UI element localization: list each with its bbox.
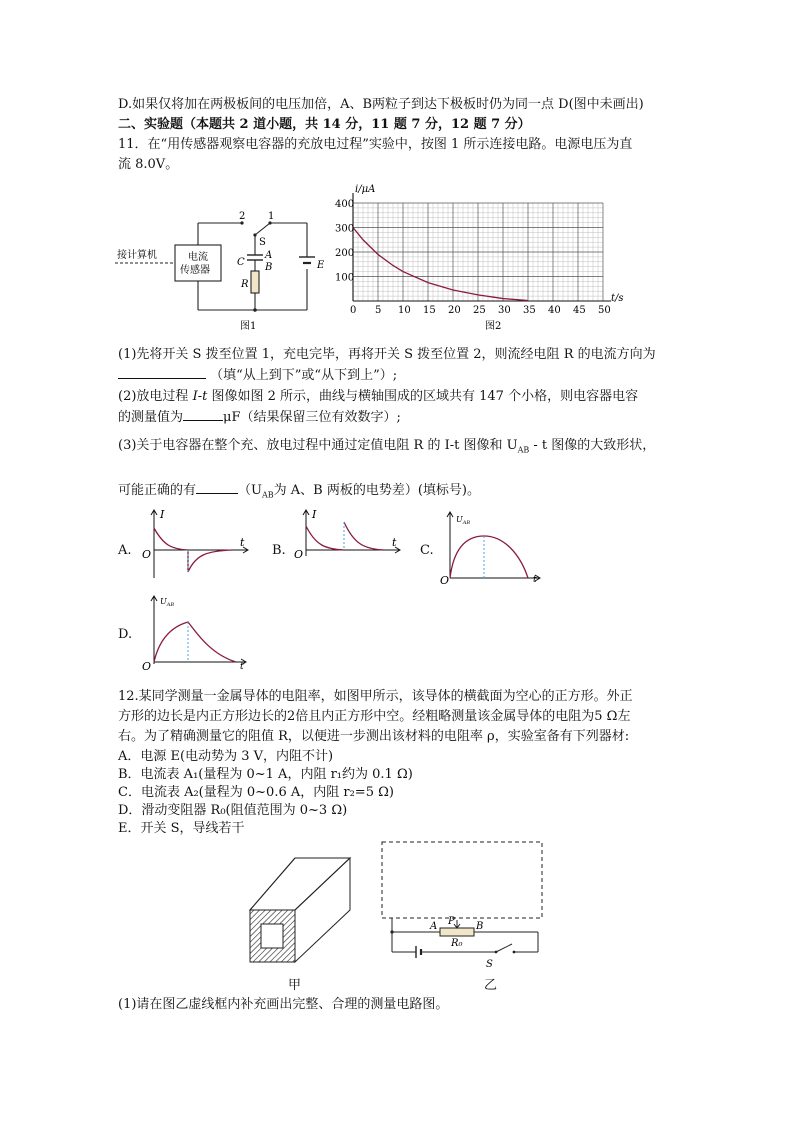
fig-yi-s: S — [486, 959, 493, 970]
chart-x-tick: 40 — [548, 305, 561, 316]
q11-part3-sub: AB — [517, 445, 530, 455]
q11-part3-tail: - t 图像的大致形状， — [529, 438, 656, 453]
q11-part1-hint: （填“从上到下”或“从下到上”）; — [210, 368, 398, 383]
fig-yi-b: B — [476, 921, 484, 932]
q11-stem-2: 流 8.0V。 — [118, 157, 179, 172]
chart-x-tick: 10 — [398, 305, 411, 316]
answer-blank-3[interactable] — [196, 481, 238, 494]
q12-part1: (1)请在图乙虚线框内补充画出完整、合理的测量电路图。 — [118, 997, 449, 1012]
q11-part2-it: I-t — [192, 389, 208, 404]
option-d-o: O — [142, 660, 152, 672]
chart-ylabel: i/μA — [355, 184, 376, 195]
q12-item-d: D．滑动变阻器 R₀(阻值范围为 0~3 Ω) — [118, 803, 348, 818]
figure-1-circuit — [115, 205, 335, 335]
figure-yi-label: 乙 — [484, 978, 498, 993]
figure-jia-conductor — [240, 850, 370, 970]
fig1-switch: S — [259, 237, 266, 248]
fig1-computer-label: 接计算机 — [117, 250, 157, 261]
figure-2-chart — [335, 183, 635, 333]
option-c-o: O — [440, 574, 450, 586]
fig-yi-a: A — [430, 921, 438, 932]
option-a-label: A. — [118, 543, 132, 558]
q12-line2: 方形的边长是内正方形边长的2倍且内正方形中空。经粗略测量该金属导体的电阻为5 Ω左 — [118, 709, 631, 724]
fig1-source-e: E — [317, 260, 325, 271]
chart-x-tick: 15 — [423, 305, 436, 316]
q12-line1: 12.某同学测量一金属导体的电阻率，如图甲所示，该导体的横截面为空心的正方形。外正 — [118, 689, 633, 704]
chart-series-line — [353, 228, 528, 301]
option-c-label: C. — [420, 543, 434, 558]
chart-x-tick: 5 — [375, 305, 382, 316]
q11-part3b-tail: 为 A、B 两板的电势差）(填标号)。 — [273, 483, 480, 498]
fig1-sensor-label-2: 传感器 — [180, 265, 210, 276]
chart-y-tick: 400 — [335, 199, 355, 210]
section-title: 二、实验题（本题共 2 道小题，共 14 分，11 题 7 分，12 题 7 分） — [118, 117, 531, 132]
chart-y-tick: 200 — [335, 248, 355, 259]
option-b-i: I — [312, 508, 317, 521]
option-b-label: B. — [272, 543, 286, 558]
q12-item-c: C．电流表 A₂(量程为 0~0.6 A，内阻 r₂=5 Ω) — [118, 785, 394, 800]
q11-part2b-pre: 的测量值为 — [118, 410, 184, 425]
option-a-i: I — [160, 508, 165, 521]
option-d-t: t — [240, 662, 244, 672]
option-c-t: t — [533, 575, 537, 585]
chart-x-tick: 35 — [523, 305, 536, 316]
q12-item-a: A．电源 E(电动势为 3 V，内阻不计) — [118, 749, 334, 764]
chart-y-tick: 300 — [335, 223, 355, 235]
fig1-cap-c: C — [237, 257, 245, 268]
chart-x-tick: 45 — [573, 305, 586, 316]
fig1-sensor-label-1: 电流 — [188, 252, 208, 263]
q11-part1-line1: (1)先将开关 S 拨至位置 1，充电完毕，再将开关 S 拨至位置 2，则流经电阻 R 的电流方向为 — [118, 347, 656, 362]
fig1-cap-b: B — [265, 262, 273, 273]
q11-part3-line1 — [118, 437, 655, 460]
fig1-res-r: R — [241, 279, 249, 290]
answer-dashed-box[interactable] — [382, 842, 542, 918]
chart-x-tick: 20 — [448, 305, 461, 316]
q12-item-e: E．开关 S，导线若干 — [118, 821, 245, 836]
option-d-graph — [140, 590, 255, 672]
fig-yi-r0: R₀ — [451, 938, 463, 949]
q11-part2-line2 — [118, 408, 401, 427]
q11-part3b-pre: 可能正确的有 — [118, 483, 197, 498]
chart-x-tick: 0 — [350, 305, 357, 316]
option-c-u: $U_{AB}$ — [456, 515, 471, 526]
option-a-o: O — [142, 548, 152, 561]
chart-title: 图2 — [485, 321, 502, 332]
q11-part2-post: 图像如图 2 所示，曲线与横轴围成的区域共有 147 个小格，则电容器电容 — [207, 389, 639, 404]
q11-part2-line1 — [118, 388, 638, 406]
answer-blank-1[interactable] — [118, 366, 206, 379]
answer-blank-2[interactable] — [183, 408, 223, 421]
figure-yi-circuit — [380, 840, 545, 970]
q11-stem-1: 11．在“用传感器观察电容器的充放电过程”实验中，按图 1 所示连接电路。电源电压为直 — [118, 137, 633, 152]
q11-part1-line2 — [118, 366, 397, 385]
figure-jia-label: 甲 — [288, 978, 302, 993]
chart-x-tick: 50 — [598, 305, 611, 316]
q12-item-b: B．电流表 A₁(量程为 0~1 A，内阻 r₁约为 0.1 Ω) — [118, 767, 413, 782]
q11-part3-text: (3)关于电容器在整个充、放电过程中通过定值电阻 R 的 I-t 图像和 U — [118, 438, 518, 453]
option-b-o: O — [294, 548, 304, 561]
option-c-graph — [440, 506, 550, 586]
option-a-t: t — [240, 536, 245, 549]
option-b-graph — [292, 506, 407, 566]
chart-x-tick: 25 — [473, 305, 486, 316]
q11-part2-pre: (2)放电过程 — [118, 389, 193, 404]
fig1-pos2: 2 — [239, 211, 246, 222]
option-d-label: D. — [118, 627, 133, 642]
fig1-cap-a: A — [265, 250, 273, 261]
fig-yi-p: P — [448, 916, 455, 927]
fig1-pos1: 1 — [268, 211, 275, 222]
option-b-t: t — [392, 536, 397, 549]
chart-y-tick: 100 — [335, 272, 355, 284]
option-d-text: D.如果仅将加在两极板间的电压加倍，A、B两粒子到达下极板时仍为同一点 D(图中未画出) — [118, 97, 644, 112]
q11-part3b-sub: AB — [261, 490, 274, 500]
option-a-graph — [140, 506, 255, 584]
q12-line3: 右。为了精确测量它的阻值 R，以便进一步测出该材料的电阻率 ρ，实验室备有下列器材: — [118, 729, 630, 744]
fig1-label: 图1 — [240, 321, 257, 332]
chart-xlabel: t/s — [611, 293, 624, 304]
q11-part2b-post: μF（结果保留三位有效数字）; — [223, 410, 401, 425]
q11-part3-line2 — [118, 481, 480, 505]
option-d-u: $U_{AB}$ — [160, 597, 175, 608]
chart-x-tick: 30 — [498, 305, 511, 316]
q11-part3b-post: （U — [238, 483, 262, 498]
